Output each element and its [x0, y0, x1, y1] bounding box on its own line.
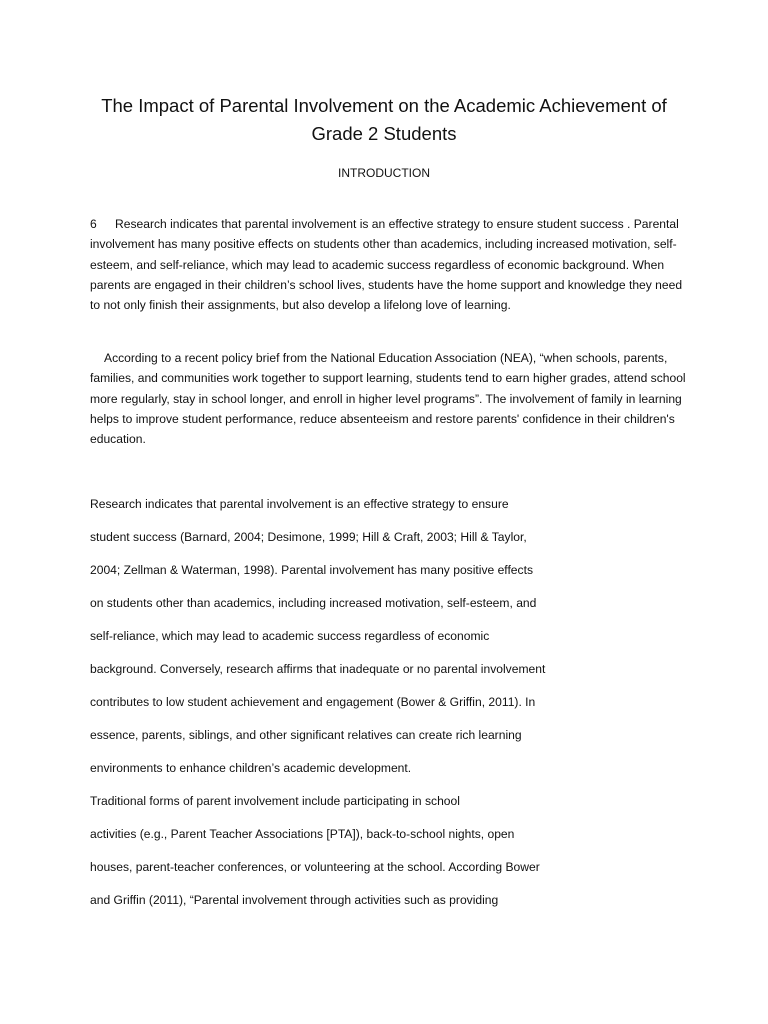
- body-line: self-reliance, which may lead to academic success regardless of economic: [90, 629, 490, 643]
- paragraph-number: 6: [90, 217, 97, 231]
- body-line: activities (e.g., Parent Teacher Associations [PTA]), back-to-school nights, open: [90, 827, 515, 841]
- paragraph-1-text: Research indicates that parental involvement is an effective strategy to ensure student success . Parental involvement has many positive effects on students other than academics, including increased motivation, self-esteem, and self-reliance, which may lead to academic success regardless of economic background. When parents are engaged in their children’s school lives, students have the home support and knowledge they need to not only finish their assignments, but also develop a lifelong love of learning.: [90, 217, 683, 313]
- body-line: student success (Barnard, 2004; Desimone, 1999; Hill & Craft, 2003; Hill & Taylor,: [90, 530, 527, 544]
- body-line: 2004; Zellman & Waterman, 1998). Parental involvement has many positive effects: [90, 563, 533, 577]
- body-line: and Griffin (2011), “Parental involvement through activities such as providing: [90, 893, 499, 907]
- document-title-line-1: The Impact of Parental Involvement on the Academic Achievement of: [101, 95, 667, 116]
- body-line: essence, parents, siblings, and other significant relatives can create rich learning: [90, 728, 522, 742]
- section-heading: INTRODUCTION: [338, 166, 430, 180]
- paragraph-2: [90, 348, 690, 449]
- body-line: Research indicates that parental involvement is an effective strategy to ensure: [90, 497, 509, 511]
- body-line: houses, parent-teacher conferences, or volunteering at the school. According Bower: [90, 860, 540, 874]
- document-title-line-2: Grade 2 Students: [311, 123, 457, 144]
- paragraph-1: [90, 214, 690, 315]
- body-line: on students other than academics, including increased motivation, self-esteem, and: [90, 596, 537, 610]
- body-line: contributes to low student achievement and engagement (Bower & Griffin, 2011). In: [90, 695, 536, 709]
- paragraph-2-text: According to a recent policy brief from the National Education Association (NEA), “when schools, parents, families, and communities work together to support learning, students tend to earn higher grades, attend school more regularly, stay in school longer, and enroll in higher level programs”. The involvement of family in learning helps to improve student performance, reduce absenteeism and restore parents' confidence in their children's education.: [90, 351, 686, 447]
- body-line: environments to enhance children’s academic development.: [90, 761, 412, 775]
- body-line: Traditional forms of parent involvement include participating in school: [90, 794, 460, 808]
- body-line: background. Conversely, research affirms that inadequate or no parental involvement: [90, 662, 546, 676]
